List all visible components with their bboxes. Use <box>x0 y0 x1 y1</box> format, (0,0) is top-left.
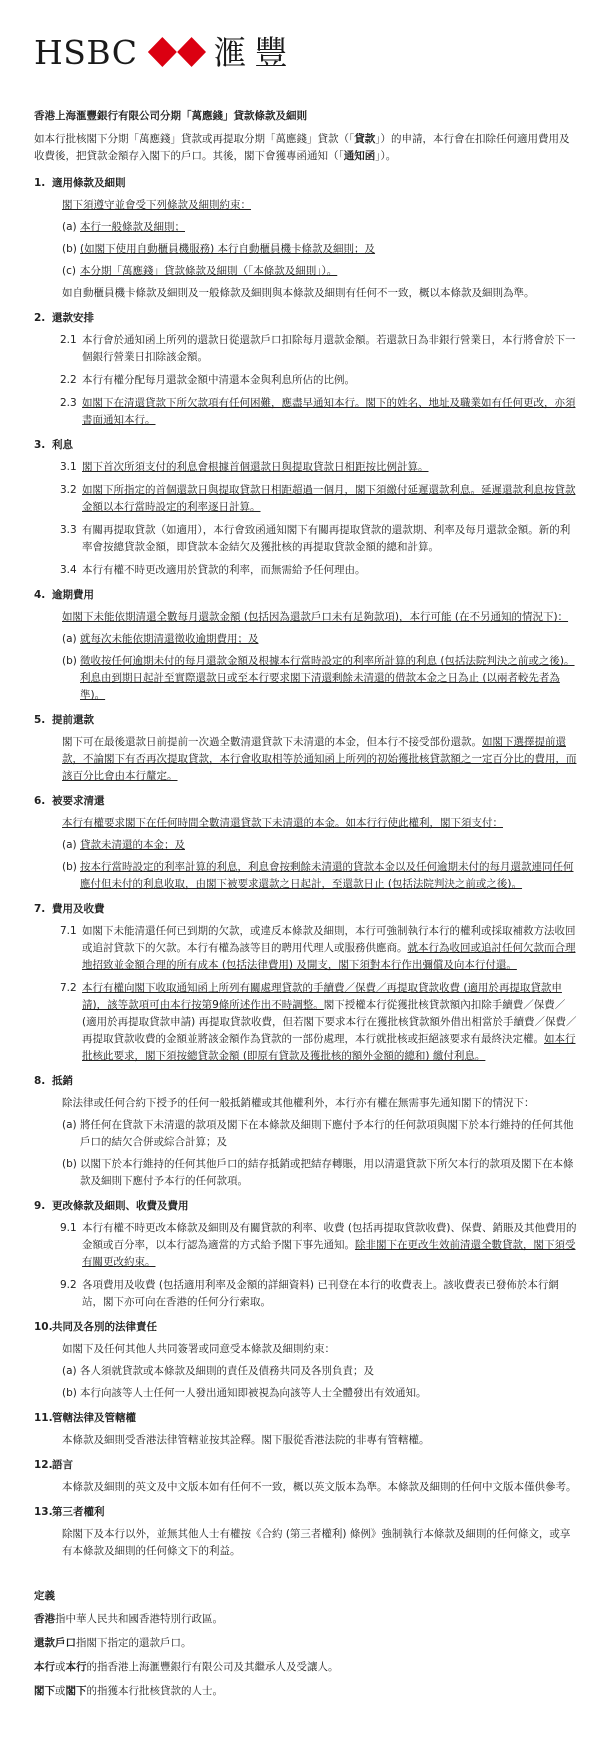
item-text <box>82 482 578 516</box>
section-number: 4. <box>34 589 46 601</box>
section-heading <box>34 310 578 327</box>
section-number: 7. <box>34 903 46 915</box>
definition-item <box>34 1659 578 1676</box>
text-run: 除閣下及本行以外，並無其他人士有權按《合約 (第三者權利) 條例》強制執行本條款及細則的任何條文，或享有本條款及細則的任何條文下的利益。 <box>62 1528 571 1557</box>
section-number: 12. <box>34 1459 53 1471</box>
section-paragraph <box>34 1479 578 1496</box>
text-run: 就每次未能依期清還徵收逾期費用；及 <box>80 633 259 645</box>
numbered-clause <box>34 522 578 556</box>
item-label: 3.4 <box>60 564 77 576</box>
text-run: 以閣下於本行維持的任何其他戶口的結存抵銷或把結存轉賬，用以清還貸款下所欠本行的款項及閣下在本條款及細則下應付予本行的任何款項。 <box>80 1158 574 1187</box>
text-run: 貸款未清還的本金；及 <box>80 839 185 851</box>
item-text <box>80 653 578 704</box>
section-paragraph <box>34 1432 578 1449</box>
item-text <box>80 1156 578 1190</box>
text-run: 本行有權要求閣下在任何時間全數清還貸款下未清還的本金。如本行行使此權利，閣下須支付： <box>62 817 503 829</box>
text-run: 如閣下未能依期清還全數每月還款金額 (包括因為還款戶口未有足夠款項)，本行可能 (在不另通知的情況下)： <box>62 611 569 623</box>
section-title: 管轄法律及管轄權 <box>52 1412 136 1424</box>
text-run: 各人須就貸款或本條款及細則的責任及債務共同及各別負責；及 <box>80 1365 374 1377</box>
item-label: (b) <box>62 1158 77 1170</box>
section-heading <box>34 587 578 604</box>
list-item <box>34 631 578 648</box>
item-text <box>82 332 578 366</box>
section-paragraph <box>34 734 578 785</box>
item-label: (b) <box>62 243 77 255</box>
item-label: (b) <box>62 861 77 873</box>
item-label: (b) <box>62 655 77 667</box>
item-label: 9.1 <box>60 1222 77 1234</box>
definitions-section <box>34 1588 578 1700</box>
section-10 <box>34 1319 578 1402</box>
text-run: 除法律或任何合約下授予的任何一般抵銷權或其他權利外，本行亦有權在無需事先通知閣下的情況下： <box>62 1097 535 1109</box>
item-text <box>82 372 578 389</box>
text-run: 本條款及細則受香港法律管轄並按其詮釋。閣下服從香港法院的非專有管轄權。 <box>62 1434 430 1446</box>
section-8 <box>34 1073 578 1190</box>
text-run: 的指香港上海滙豐銀行有限公司及其繼承人及受讓人。 <box>86 1661 339 1673</box>
text-run: 就本行為收回或追討任何欠款而合理地招致並金額合理的所有成本 (包括法律費用) 及開支，閣下須對本行作出彌償及向本行付還。 <box>82 942 576 971</box>
text-run: 如閣下選擇提前還款，不論閣下有否再次提取貸款，本行會收取相等於通知函上所列的初始獲批核貸款額之一定百分比的費用，而該百分比會由本行釐定。 <box>62 736 577 782</box>
section-3 <box>34 437 578 579</box>
text-run: 如本行批核閣下分期「萬應錢」貸款或再提取分期「萬應錢」貸款（「 <box>34 133 355 145</box>
item-label: (a) <box>62 839 77 851</box>
list-item <box>34 653 578 704</box>
section-13 <box>34 1504 578 1560</box>
item-text <box>82 522 578 556</box>
item-label: 2.1 <box>60 334 77 346</box>
list-item <box>34 241 578 258</box>
text-run: (如閣下使用自動櫃員機服務) 本行自動櫃員機卡條款及細則；及 <box>80 243 376 255</box>
item-label: 3.1 <box>60 461 77 473</box>
list-item <box>34 837 578 854</box>
text-run: 本行有權不時更改適用於貸款的利率，而無需給予任何理由。 <box>82 564 366 576</box>
section-title: 提前還款 <box>52 714 94 726</box>
section-title: 利息 <box>52 439 73 451</box>
section-paragraph <box>34 1341 578 1358</box>
numbered-clause <box>34 395 578 429</box>
numbered-clause <box>34 1277 578 1311</box>
text-run: 本分期「萬應錢」貸款條款及細則（「本條款及細則」）。 <box>80 265 338 277</box>
text-run: 如閣下未能清還任何已到期的欠款，或違反本條款及細則，本行可強制執行本行的權利或採取補救方法收回或追討貸款下的欠款。本行有權為該等目的聘用代理人或服務供應商。 <box>82 925 576 954</box>
section-7 <box>34 901 578 1065</box>
section-number: 3. <box>34 439 46 451</box>
section-heading <box>34 175 578 192</box>
section-heading <box>34 1410 578 1427</box>
section-2 <box>34 310 578 429</box>
item-text <box>82 1277 578 1311</box>
text-run: 本行 <box>65 1661 87 1673</box>
section-number: 13. <box>34 1506 53 1518</box>
hsbc-logo[interactable] <box>34 30 578 74</box>
section-number: 11. <box>34 1412 53 1424</box>
item-label: 2.3 <box>60 397 77 409</box>
terms-sections <box>34 175 578 1560</box>
list-item <box>34 219 578 236</box>
document-title: 香港上海滙豐銀行有限公司分期「萬應錢」貸款條款及細則 <box>34 110 307 122</box>
numbered-clause <box>34 923 578 974</box>
definition-item <box>34 1611 578 1628</box>
item-label: 2.2 <box>60 374 77 386</box>
text-run: 指閣下指定的還款戶口。 <box>76 1637 192 1649</box>
item-text <box>82 1220 578 1271</box>
text-run: 如閣下所指定的首個還款日與提取貸款日相距超過一個月，閣下須繳付延遲還款利息。延遲還款利息按貸款金額以本行當時設定的利率逐日計算。 <box>82 484 576 513</box>
section-title: 適用條款及細則 <box>52 177 126 189</box>
list-item <box>34 1385 578 1402</box>
section-number: 8. <box>34 1075 46 1087</box>
item-text <box>80 631 578 648</box>
definition-item <box>34 1683 578 1700</box>
item-text <box>80 837 578 854</box>
text-run: 或 <box>55 1685 66 1697</box>
text-run: 閣下可在最後還款日前提前一次過全數清還貸款下未清還的本金，但本行不接受部份還款。 <box>62 736 482 748</box>
item-text <box>82 395 578 429</box>
text-run: 本行有權分配每月還款金額中清還本金與利息所佔的比例。 <box>82 374 355 386</box>
section-9 <box>34 1198 578 1311</box>
item-text <box>80 1363 578 1380</box>
text-run: 本行會於通知函上所列的還款日從還款戶口扣除每月還款金額。若還款日為非銀行營業日，本行將會於下一個銀行營業日扣除該金額。 <box>82 334 576 363</box>
text-run: 各項費用及收費 (包括適用利率及金額的詳細資料) 已刊登在本行的收費表上。該收費表已發佈於本行網站，閣下亦可向在香港的任何分行索取。 <box>82 1279 559 1308</box>
item-label: (a) <box>62 1365 77 1377</box>
section-title: 更改條款及細則、收費及費用 <box>52 1200 189 1212</box>
text-run: 還款戶口 <box>34 1637 76 1649</box>
item-text <box>80 859 578 893</box>
section-heading <box>34 1457 578 1474</box>
section-1 <box>34 175 578 302</box>
text-run: 香港 <box>34 1613 55 1625</box>
item-label: 9.2 <box>60 1279 77 1291</box>
text-run: 本行有權不時更改本條款及細則及有關貸款的利率、收費 (包括再提取貸款收費)、保費、銷賬及其他費用的金額或百分率，以本行認為適當的方式給予閣下事先通知。 <box>82 1222 577 1251</box>
section-heading <box>34 437 578 454</box>
numbered-clause <box>34 459 578 476</box>
text-run: 本行向該等人士任何一人發出通知即被視為向該等人士全體發出有效通知。 <box>80 1387 427 1399</box>
text-run: 如自動櫃員機卡條款及細則及一般條款及細則與本條款及細則有任何不一致，概以本條款及細則為準。 <box>62 287 535 299</box>
item-text <box>82 923 578 974</box>
section-5 <box>34 712 578 785</box>
section-title: 共同及各別的法律責任 <box>52 1321 157 1333</box>
text-run: 或 <box>55 1661 66 1673</box>
text-run: 閣下 <box>65 1685 87 1697</box>
text-run: 徵收按任何逾期未付的每月還款金額及根據本行當時設定的利率所計算的利息 (包括法院判決之前或之後)。利息由到期日起計至實際還款日或至本行要求閣下清還剩餘未清還的借款本金之日為止 (以兩者較先者為準)。 <box>80 655 575 701</box>
item-label: (a) <box>62 633 77 645</box>
numbered-clause <box>34 372 578 389</box>
item-label: (c) <box>62 265 76 277</box>
section-12 <box>34 1457 578 1496</box>
logo-wordmark: HSBC <box>34 32 138 72</box>
numbered-clause <box>34 482 578 516</box>
text-run: 本行 <box>34 1661 55 1673</box>
text-run: 將任何在貸款下未清還的款項及閣下在本條款及細則下應付予本行的任何款項與閣下於本行維持的任何其他戶口的結欠合併或綜合計算；及 <box>80 1119 574 1148</box>
section-heading <box>34 1319 578 1336</box>
text-run: 有關再提取貸款（如適用），本行會致函通知閣下有關再提取貸款的還款期、利率及每月還款金額。新的利率會按總貸款金額，即貸款本金結欠及獲批核的再提取貸款金額的總和計算。 <box>82 524 571 553</box>
section-number: 2. <box>34 312 46 324</box>
text-run: 本行有權向閣下收取通知函上所列有關處理貸款的手續費／保費／再提取貸款收費 (適用於再提取貸款申請)，該等款項可由本行按第9條所述作出不時調整。 <box>82 982 562 1011</box>
text-run: 按本行當時設定的利率計算的利息，利息會按剩餘未清還的貸款本金以及任何逾期未付的每月還款連同任何應付但未付的利息收取，由閣下被要求還款之日起計，至還款日止 (包括法院判決之前或之後)。 <box>80 861 574 890</box>
item-text <box>82 459 578 476</box>
text-run: 貸款 <box>354 133 376 145</box>
numbered-clause <box>34 1220 578 1271</box>
section-paragraph <box>34 1095 578 1112</box>
definitions-list <box>34 1611 578 1700</box>
item-text <box>80 219 578 236</box>
text-run: 閣下首次所須支付的利息會根據首個還款日與提取貸款日相距按比例計算。 <box>82 461 429 473</box>
section-11 <box>34 1410 578 1449</box>
text-run: 本行一般條款及細則； <box>80 221 185 233</box>
item-text <box>80 1385 578 1402</box>
section-heading <box>34 712 578 729</box>
item-label: 3.2 <box>60 484 77 496</box>
text-run: 閣下授權本行從獲批核貸款額內扣除手續費／保費／(適用於再提取貸款申請) 再提取貸款收費，但若閣下要求本行在獲批核貸款額外借出相當於手續費／保費／再提取貸款收費的金額並將該金額作為貸款的一部份處理，本行就批核或拒絕該要求有最終決定權。 <box>82 999 577 1045</box>
section-number: 5. <box>34 714 46 726</box>
text-run: 除非閣下在更改生效前清還全數貸款，閣下須受有關更改約束。 <box>82 1239 576 1268</box>
item-label: (a) <box>62 1119 77 1131</box>
section-4 <box>34 587 578 704</box>
section-paragraph <box>34 1526 578 1560</box>
section-paragraph <box>34 285 578 302</box>
text-run: 閣下須遵守並會受下列條款及細則約束： <box>62 199 251 211</box>
item-text <box>82 562 578 579</box>
section-number: 10. <box>34 1321 53 1333</box>
item-text <box>80 241 578 258</box>
section-heading <box>34 793 578 810</box>
section-heading <box>34 1504 578 1521</box>
text-run: 」）的申請，本行會在扣除任何適用費用及收費後，把貸款金額存入閣下的戶口。其後，閣下會獲專函通知（「 <box>34 133 570 162</box>
text-run: 通知函 <box>343 150 376 162</box>
item-text <box>80 1117 578 1151</box>
text-run: 如閣下及任何其他人共同簽署或同意受本條款及細則約束： <box>62 1343 335 1355</box>
definition-item <box>34 1635 578 1652</box>
text-run: 如閣下在清還貸款下所欠款項有任何困難，應盡早通知本行。閣下的姓名、地址及職業如有任何更改，亦須書面通知本行。 <box>82 397 576 426</box>
item-label: 7.2 <box>60 982 77 994</box>
section-paragraph <box>34 609 578 626</box>
list-item <box>34 1363 578 1380</box>
section-title: 語言 <box>52 1459 73 1471</box>
section-title: 費用及收費 <box>52 903 105 915</box>
section-heading <box>34 1073 578 1090</box>
section-title: 第三者權利 <box>52 1506 105 1518</box>
section-heading <box>34 901 578 918</box>
item-label: 3.3 <box>60 524 77 536</box>
item-text <box>80 263 578 280</box>
text-run: 的指獲本行批核貸款的人士。 <box>86 1685 223 1697</box>
section-number: 1. <box>34 177 46 189</box>
section-paragraph <box>34 197 578 214</box>
list-item <box>34 1156 578 1190</box>
section-title: 被要求清還 <box>52 795 105 807</box>
section-paragraph <box>34 815 578 832</box>
text-run: 指中華人民共和國香港特別行政區。 <box>55 1613 223 1625</box>
text-run: 本條款及細則的英文及中文版本如有任何不一致，概以英文版本為準。本條款及細則的任何中文版本僅供參考。 <box>62 1481 577 1493</box>
definitions-title: 定義 <box>34 1590 55 1602</box>
section-title: 還款安排 <box>52 312 94 324</box>
section-number: 6. <box>34 795 46 807</box>
numbered-clause <box>34 562 578 579</box>
numbered-clause <box>34 980 578 1065</box>
numbered-clause <box>34 332 578 366</box>
list-item <box>34 263 578 280</box>
list-item <box>34 1117 578 1151</box>
text-run: 」）。 <box>375 150 397 162</box>
item-label: (b) <box>62 1387 77 1399</box>
hsbc-hexagon-icon <box>148 37 206 67</box>
section-number: 9. <box>34 1200 46 1212</box>
section-title: 逾期費用 <box>52 589 94 601</box>
logo-chinese: 滙豐 <box>213 32 296 72</box>
list-item <box>34 859 578 893</box>
section-6 <box>34 793 578 893</box>
text-run: 閣下 <box>34 1685 55 1697</box>
text-run: 如本行批核此要求，閣下須按總貸款金額 (即原有貸款及獲批核的額外金額的總和) 繳付利息。 <box>82 1033 576 1062</box>
item-label: 7.1 <box>60 925 77 937</box>
section-heading <box>34 1198 578 1215</box>
item-text <box>82 980 578 1065</box>
item-label: (a) <box>62 221 77 233</box>
section-title: 抵銷 <box>52 1075 73 1087</box>
intro-paragraph <box>34 131 578 165</box>
